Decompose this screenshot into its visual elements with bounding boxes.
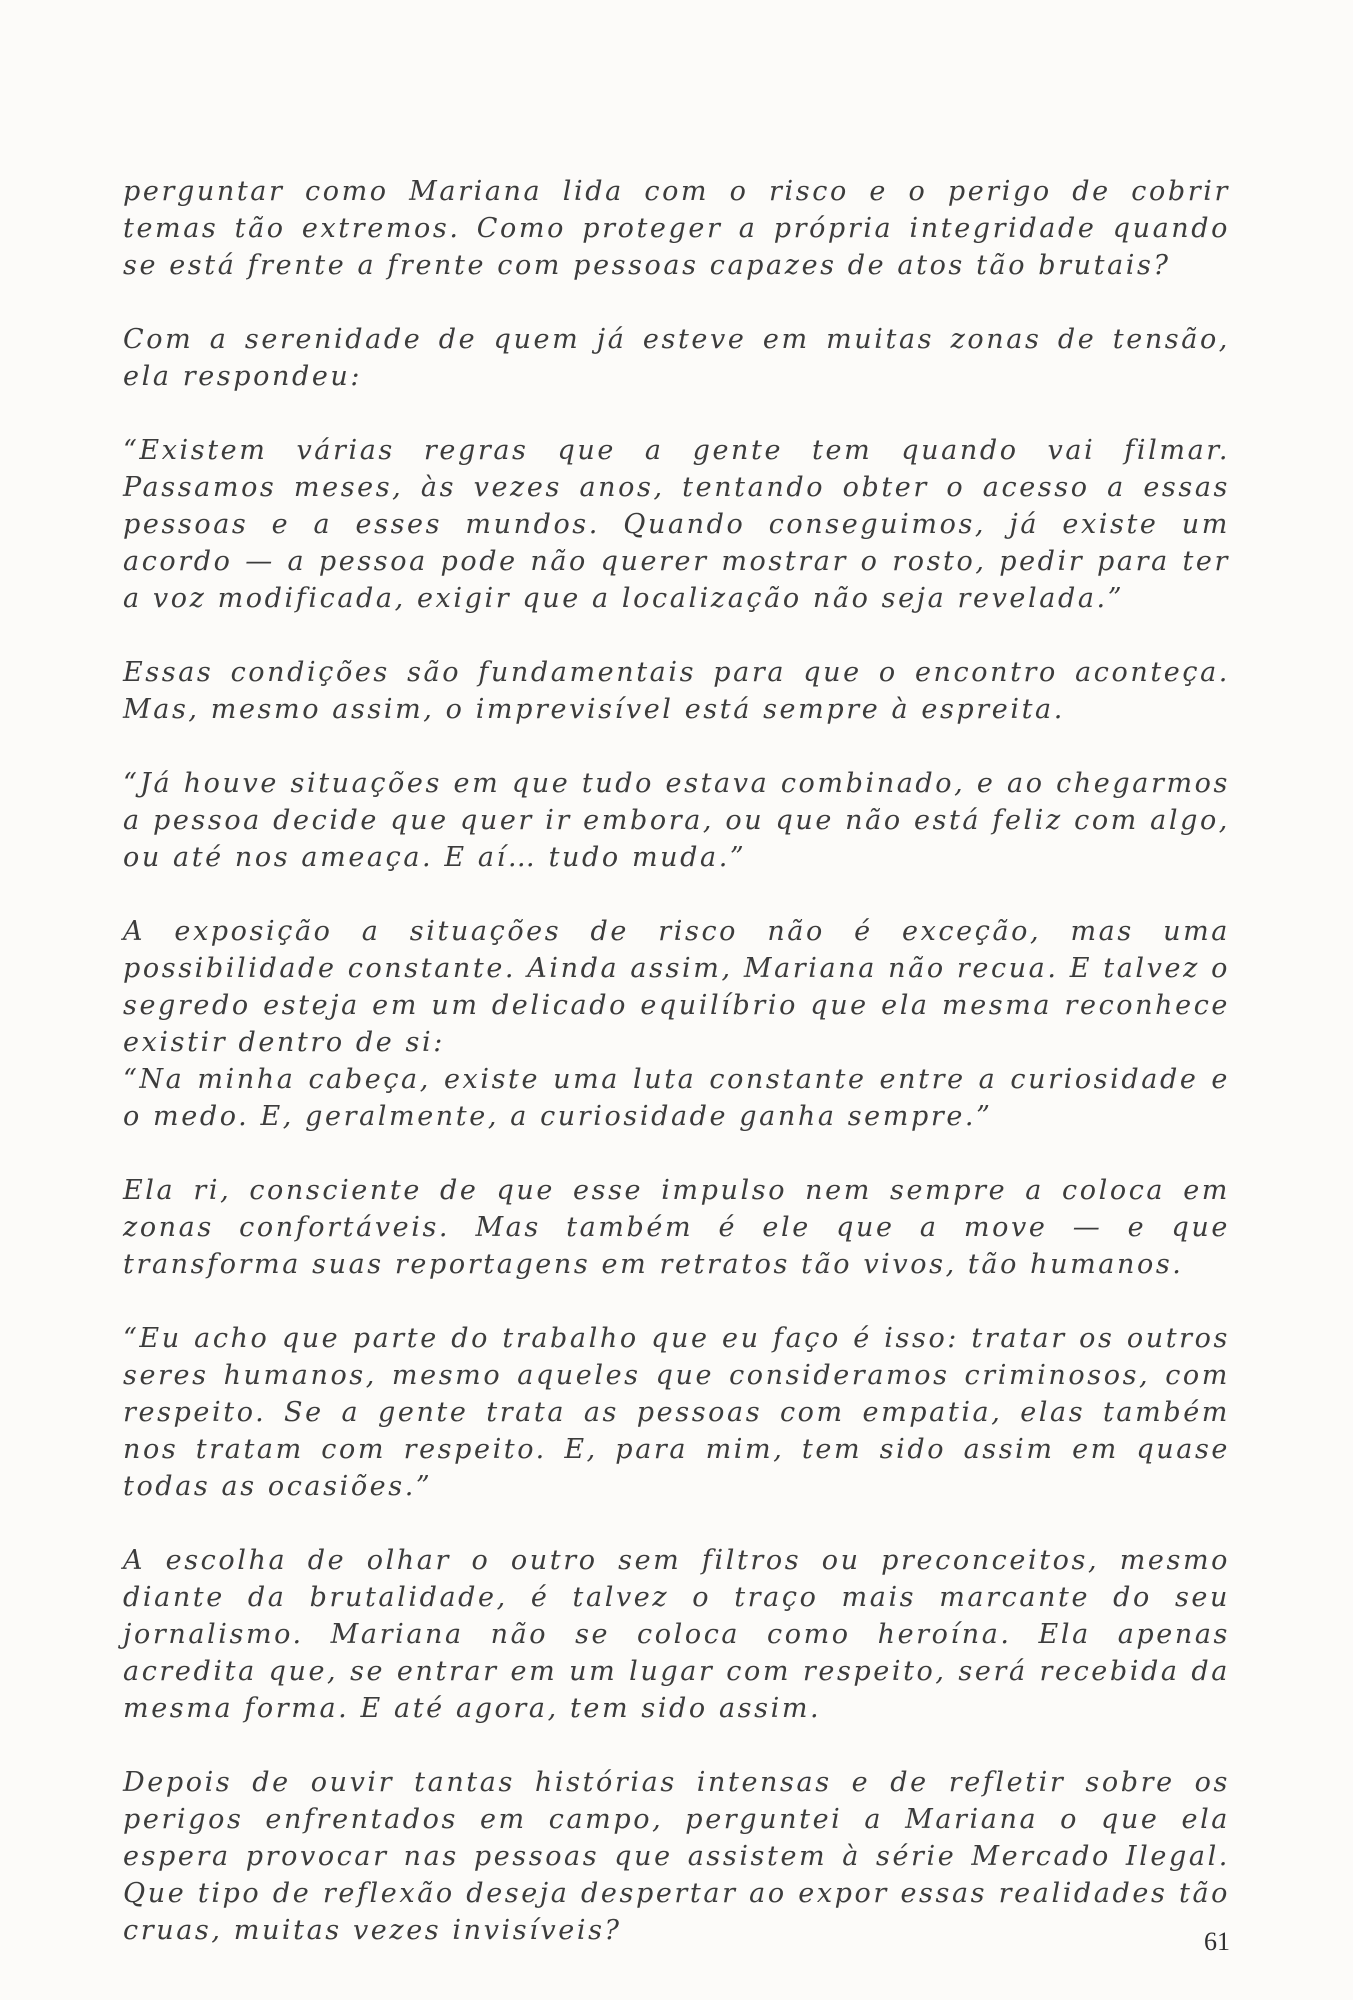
paragraph-7: Ela ri, consciente de que esse impulso nem sempre a coloca em zonas confortáveis. Mas também é ele que a move — e que transforma suas reportagens em retratos tão vivos, tão humanos. (123, 1175, 1230, 1280)
paragraph-9: A escolha de olhar o outro sem filtros ou preconceitos, mesmo diante da brutalidade, é talvez o traço mais marcante do seu jornalismo. Mariana não se coloca como heroína. Ela apenas acredita que, se entrar em um lugar com respeito, será recebida da mesma forma. E até agora, tem sido assim. (123, 1545, 1230, 1724)
paragraph-6: A exposição a situações de risco não é exceção, mas uma possibilidade constante. Ainda assim, Mariana não recua. E talvez o segredo esteja em um delicado equilíbrio que ela mesma reconhece existir dentro de si: (123, 916, 1230, 1058)
paragraph-3: “Existem várias regras que a gente tem quando vai filmar. Passamos meses, às vezes anos, tentando obter o acesso a essas pessoas e a esses mundos. Quando conseguimos, já existe um acordo — a pessoa pode não querer mostrar o rosto, pedir para ter a voz modificada, exigir que a localização não seja revelada.” (123, 435, 1230, 614)
paragraph-1: perguntar como Mariana lida com o risco e o perigo de cobrir temas tão extremos. Como proteger a própria integridade quando se está frente a frente com pessoas capazes de atos tão brutais? (123, 176, 1230, 281)
paragraph-5: “Já houve situações em que tudo estava combinado, e ao chegarmos a pessoa decide que quer ir embora, ou que não está feliz com algo, ou até nos ameaça. E aí… tudo muda.” (123, 768, 1230, 873)
paragraph-4: Essas condições são fundamentais para que o encontro aconteça. Mas, mesmo assim, o imprevisível está sempre à espreita. (123, 657, 1230, 725)
paragraph-6-group (123, 913, 1230, 1135)
paragraph-8: “Eu acho que parte do trabalho que eu faço é isso: tratar os outros seres humanos, mesmo aqueles que consideramos criminosos, com respeito. Se a gente trata as pessoas com empatia, elas também nos tratam com respeito. E, para mim, tem sido assim em quase todas as ocasiões.” (123, 1323, 1230, 1502)
quote-line: “Na minha cabeça, existe uma luta constante entre a curiosidade e o medo. E, geralmente, a curiosidade ganha sempre.” (123, 1064, 1230, 1132)
paragraph-10: Depois de ouvir tantas histórias intensas e de refletir sobre os perigos enfrentados em campo, perguntei a Mariana o que ela espera provocar nas pessoas que assistem à série Mercado Ilegal. Que tipo de reflexão deseja despertar ao expor essas realidades tão cruas, muitas vezes invisíveis? (123, 1767, 1230, 1946)
paragraph-2: Com a serenidade de quem já esteve em muitas zonas de tensão, ela respondeu: (123, 324, 1230, 392)
body-text (123, 173, 1230, 1986)
page-number: 61 (1204, 1927, 1230, 1956)
